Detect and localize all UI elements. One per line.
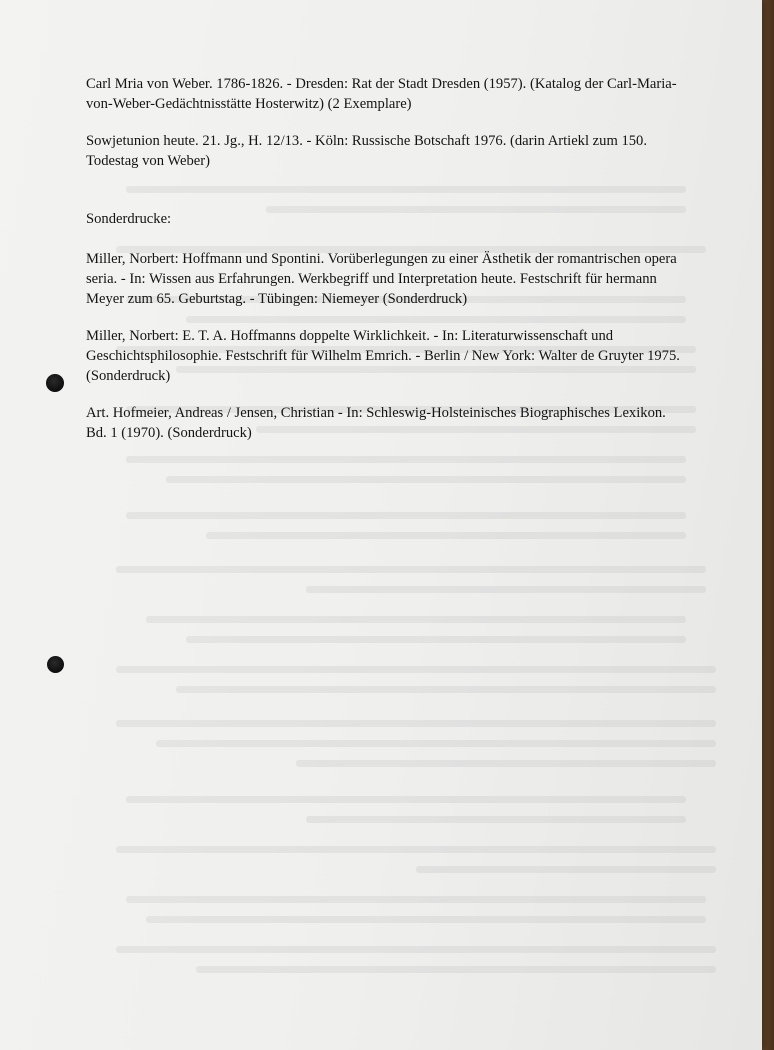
bibliography-entry: Sowjetunion heute. 21. Jg., H. 12/13. - Köln: Russische Botschaft 1976. (darin Artiekl zum 150. Todestag von Weber) (86, 133, 647, 169)
bibliography-entry: Miller, Norbert: Hoffmann und Spontini. Vorüberlegungen zu einer Ästhetik der romantrischen opera seria. - In: Wissen aus Erfahrungen. Werkbegriff und Interpretation heute. Festschrift für hermann Meyer zum 65. Geburtstag. - Tübingen: Niemeyer (Sonderdruck) (86, 251, 677, 307)
section-heading: Sonderdrucke: (86, 211, 172, 227)
punch-hole-top (46, 374, 64, 392)
punch-hole-bottom (47, 656, 64, 673)
bibliography-entry: Carl Mria von Weber. 1786-1826. - Dresden: Rat der Stadt Dresden (1957). (Katalog der Carl-Maria-von-Weber-Gedächtnisstätte Hosterwitz) (2 Exemplare) (86, 76, 677, 112)
bibliography-entry: Art. Hofmeier, Andreas / Jensen, Christian - In: Schleswig-Holsteinisches Biographisches Lexikon. Bd. 1 (1970). (Sonderdruck) (86, 405, 666, 441)
bibliography-entry: Miller, Norbert: E. T. A. Hoffmanns doppelte Wirklichkeit. - In: Literaturwissenschaft und Geschichtsphilosophie. Festschrift für Wilhelm Emrich. - Berlin / New York: Walter de Gruyter 1975. (Sonderdruck) (86, 328, 680, 384)
bibliography-text (86, 74, 686, 460)
